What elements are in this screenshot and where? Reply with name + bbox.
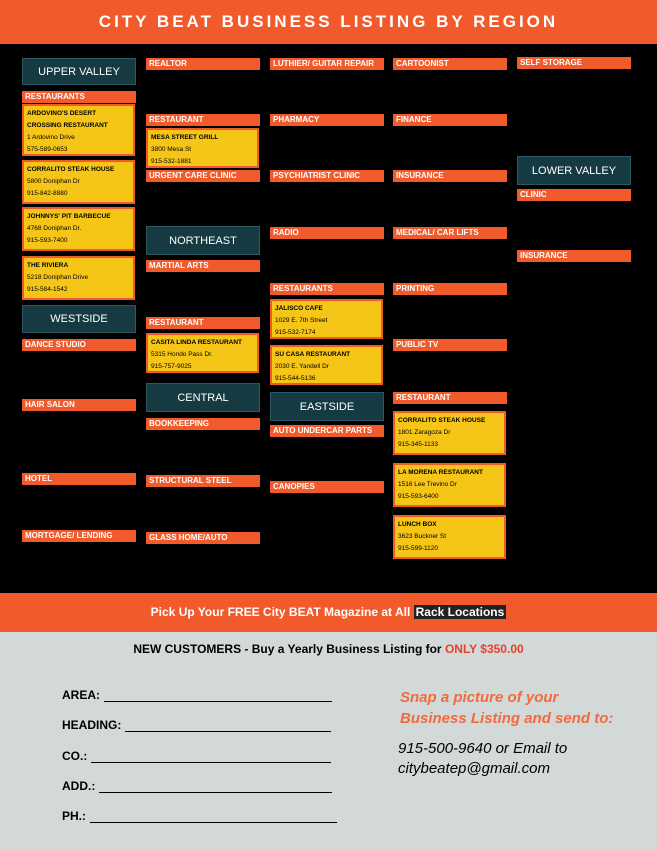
listing-name: SU CASA RESTAURANT [275, 351, 351, 358]
listing-casita-linda [146, 333, 259, 373]
page-title: CITY BEAT BUSINESS LISTING BY REGION [0, 0, 657, 44]
category-auto-undercar: AUTO UNDERCAR PARTS [270, 425, 384, 437]
listing-johnnys [22, 207, 135, 251]
category-hair-salon: HAIR SALON [22, 399, 136, 411]
listing-address: 2030 E. Yandell Dr [275, 363, 329, 370]
listing-address: 5218 Doniphan Drive [27, 274, 89, 281]
listing-corralito-1 [22, 160, 135, 204]
heading-field[interactable] [62, 718, 331, 732]
category-insurance-5: INSURANCE [517, 250, 631, 262]
listing-phone: 915-345-1133 [398, 441, 438, 448]
rack-locations-link[interactable]: Rack Locations [415, 605, 505, 619]
category-insurance: INSURANCE [393, 170, 507, 182]
listing-address: 3800 Mesa St [151, 146, 192, 153]
listing-name: JOHNNYS' PIT BARBECUE [27, 213, 111, 220]
snap-instructions [400, 687, 630, 729]
listing-name: CASITA LINDA RESTAURANT [151, 339, 242, 346]
listing-phone: 915-532-7174 [275, 329, 316, 336]
category-hotel: HOTEL [22, 473, 136, 485]
listing-phone: 915-593-7400 [27, 237, 68, 244]
category-clinic: CLINIC [517, 189, 631, 201]
promo-price: ONLY $350.00 [444, 642, 524, 656]
category-restaurants-3: RESTAURANTS [270, 283, 384, 295]
contact-email[interactable]: citybeatep@gmail.com [398, 760, 550, 777]
category-bookkeeping: BOOKKEEPING [146, 418, 260, 430]
listing-name: CROSSING RESTAURANT [27, 122, 108, 129]
region-northeast: NORTHEAST [146, 226, 260, 255]
listing-jalisco-cafe [270, 299, 383, 339]
listing-name: ARDOVINO'S DESERT [27, 110, 97, 117]
listing-riviera [22, 256, 135, 300]
promo-line [0, 642, 657, 656]
category-restaurants: RESTAURANTS [22, 91, 136, 103]
region-upper-valley: UPPER VALLEY [22, 58, 136, 85]
address-label: ADD.: [62, 779, 96, 793]
listing-ardovinos [22, 104, 135, 156]
company-label: CO.: [62, 749, 88, 763]
listing-phone: 915-544-5136 [275, 375, 316, 382]
listing-name: THE RIVIERA [27, 262, 69, 269]
listing-name: JALISCO CAFE [275, 305, 323, 312]
listing-lunch-box [393, 515, 506, 559]
listing-address: 1 Ardovino Drive [27, 134, 75, 141]
area-label: AREA: [62, 688, 100, 702]
category-realtor: REALTOR [146, 58, 260, 70]
area-field[interactable] [62, 688, 332, 702]
category-medical-car-lifts: MEDICAL/ CAR LIFTS [393, 227, 507, 239]
listing-address: 1801 Zaragoza Dr [398, 429, 451, 436]
category-luthier: LUTHIER/ GUITAR REPAIR [270, 58, 384, 70]
company-field[interactable] [62, 749, 331, 763]
listing-phone: 915-757-9025 [151, 363, 192, 370]
category-mortgage: MORTGAGE/ LENDING [22, 530, 136, 542]
region-westside: WESTSIDE [22, 305, 136, 333]
listing-address: 5800 Doniphan Dr [27, 178, 80, 185]
listing-mesa-street-grill [146, 128, 259, 168]
phone-field[interactable] [62, 809, 337, 823]
listing-phone: 915-593-6400 [398, 493, 439, 500]
listing-address: 4768 Doniphan Dr. [27, 225, 82, 232]
listing-name: LA MORENA RESTAURANT [398, 469, 483, 476]
listing-address: 1516 Lee Trevino Dr [398, 481, 457, 488]
listing-name: LUNCH BOX [398, 521, 437, 528]
listing-name: CORRALITO STEAK HOUSE [27, 166, 115, 173]
category-dance-studio: DANCE STUDIO [22, 339, 136, 351]
listing-phone: 915-599-1120 [398, 545, 438, 552]
region-eastside: EASTSIDE [270, 392, 384, 421]
pickup-text: Pick Up Your FREE City BEAT Magazine at All [150, 605, 414, 619]
category-pharmacy: PHARMACY [270, 114, 384, 126]
category-public-tv: PUBLIC TV [393, 339, 507, 351]
promo-text: NEW CUSTOMERS - Buy a Yearly Business Listing for [133, 642, 445, 656]
category-psychiatrist: PSYCHIATRIST CLINIC [270, 170, 384, 182]
listing-address: 1029 E. 7th Street [275, 317, 328, 324]
listing-la-morena [393, 463, 506, 507]
listing-phone: 915-842-8880 [27, 190, 68, 197]
address-field[interactable] [62, 779, 332, 793]
snap-line-2: Business Listing and send to: [400, 710, 614, 727]
category-martial-arts: MARTIAL ARTS [146, 260, 260, 272]
listing-phone: 575-589-0653 [27, 146, 68, 153]
category-structural-steel: STRUCTURAL STEEL [146, 475, 260, 487]
listing-su-casa [270, 345, 383, 385]
category-glass: GLASS HOME/AUTO [146, 532, 260, 544]
category-restaurant: RESTAURANT [146, 114, 260, 126]
category-urgent-care: URGENT CARE CLINIC [146, 170, 260, 182]
category-restaurant-2: RESTAURANT [146, 317, 260, 329]
category-radio: RADIO [270, 227, 384, 239]
listing-address: 5315 Hondo Pass Dr. [151, 351, 213, 358]
phone-label: PH.: [62, 809, 86, 823]
listing-name: CORRALITO STEAK HOUSE [398, 417, 486, 424]
category-cartoonist: CARTOONIST [393, 58, 507, 70]
pickup-banner [0, 593, 657, 632]
contact-info [398, 739, 638, 779]
region-lower-valley: LOWER VALLEY [517, 156, 631, 185]
category-self-storage: SELF STORAGE [517, 57, 631, 69]
listing-phone: 915-584-1542 [27, 286, 68, 293]
listing-phone: 915-532-1881 [151, 158, 192, 165]
category-restaurant-4: RESTAURANT [393, 392, 507, 404]
category-canopies: CANOPIES [270, 481, 384, 493]
heading-label: HEADING: [62, 718, 122, 732]
snap-line-1: Snap a picture of your [400, 689, 559, 706]
order-form [0, 632, 657, 850]
listing-address: 3623 Buckner St [398, 533, 447, 540]
category-finance: FINANCE [393, 114, 507, 126]
region-central: CENTRAL [146, 383, 260, 412]
listing-name: MESA STREET GRILL [151, 134, 219, 141]
contact-phone: 915-500-9640 or Email to [398, 740, 568, 757]
category-printing: PRINTING [393, 283, 507, 295]
listing-corralito-2 [393, 411, 506, 455]
